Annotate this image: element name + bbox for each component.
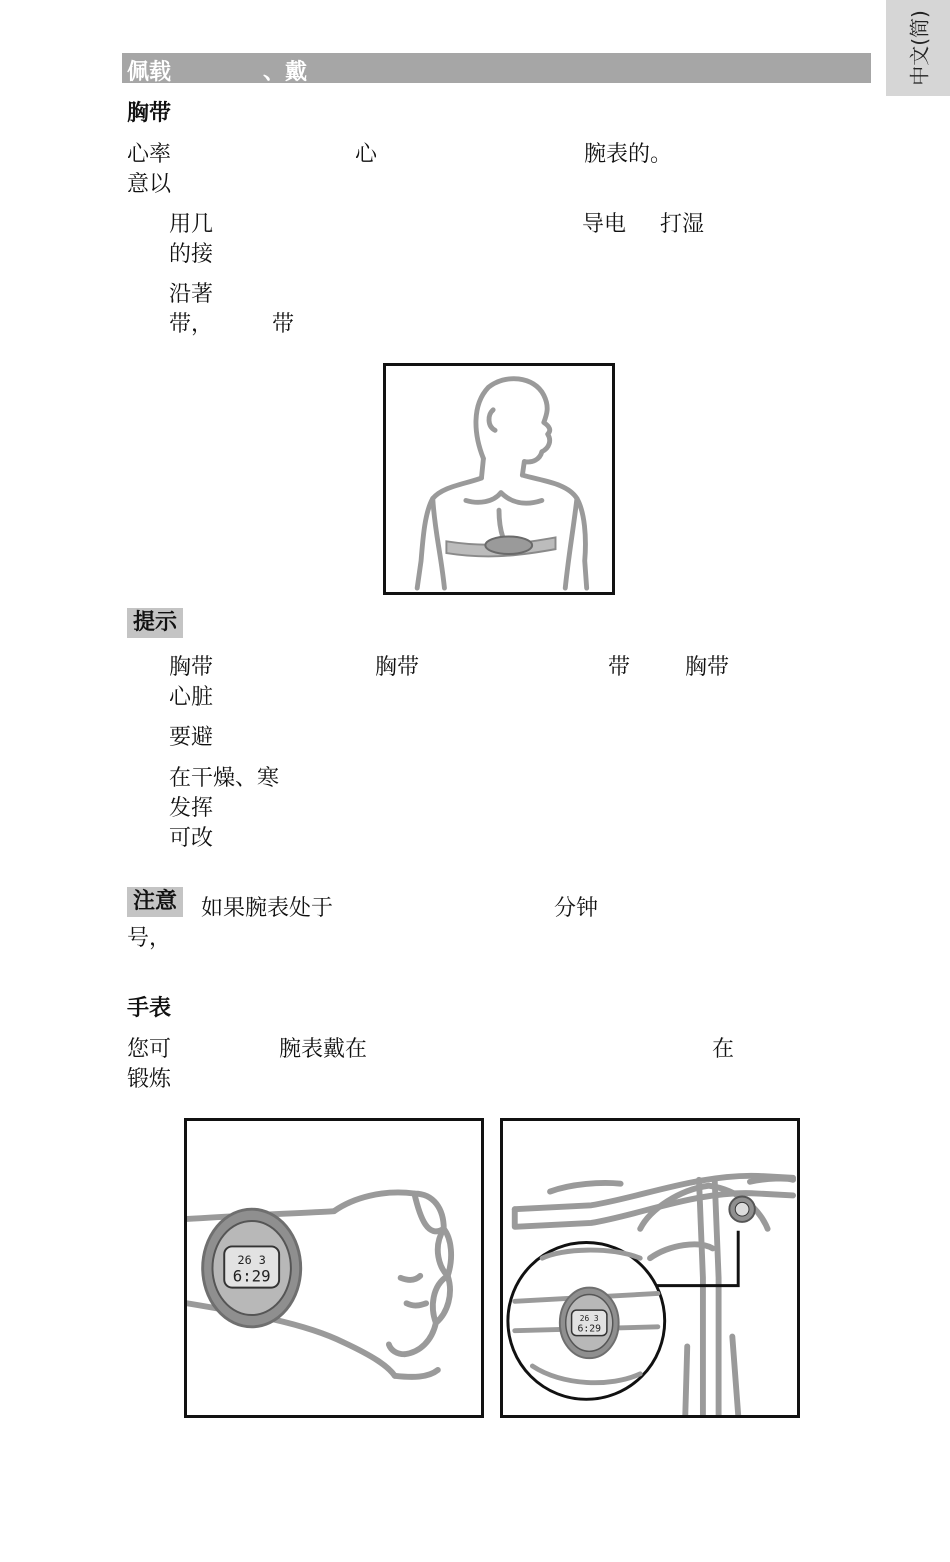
zoom-watch-display-bottom: 6:29 — [577, 1323, 602, 1335]
intro-text: 意以 — [127, 172, 172, 197]
tip-text: 胸带 — [375, 655, 420, 680]
zoom-watch-display-top: 26 3 — [579, 1313, 599, 1323]
watch-text: 在 — [712, 1037, 735, 1062]
note-text: 如果腕表处于 — [201, 896, 334, 921]
tip-text: 在干燥、寒 — [169, 766, 280, 791]
intro-text: 腕表的。 — [584, 142, 673, 167]
watch-display-top: 26 3 — [237, 1253, 266, 1268]
note-label: 注意 — [127, 887, 183, 917]
man-with-chest-strap-icon — [386, 366, 612, 592]
tip-text: 心脏 — [169, 685, 214, 710]
watch-display-bottom: 6:29 — [232, 1266, 271, 1286]
section-title-a: 佩载 — [127, 60, 172, 85]
wrist-watch-icon — [187, 1121, 481, 1415]
watch-text: 锻炼 — [127, 1067, 172, 1092]
chest-strap-figure — [383, 363, 615, 595]
section-title-b: 、戴 — [263, 60, 308, 85]
tip-text: 可改 — [169, 826, 214, 851]
section-header-bar — [122, 53, 871, 83]
intro-text: 心率 — [127, 142, 172, 167]
step-text: 用几 — [169, 212, 214, 237]
tip-text: 胸带 — [685, 655, 730, 680]
step-text: 带 — [272, 312, 295, 337]
watch-text: 腕表戴在 — [279, 1037, 368, 1062]
wrist-watch-figure — [184, 1118, 484, 1418]
tips-label: 提示 — [127, 608, 183, 638]
bike-handlebar-watch-icon — [503, 1121, 797, 1415]
note-text: 号， — [127, 926, 172, 951]
tip-text: 胸带 — [169, 655, 214, 680]
note-text: 分钟 — [554, 896, 599, 921]
tip-text: 发挥 — [169, 796, 214, 821]
tip-text: 带 — [608, 655, 631, 680]
step-text: 带， — [169, 312, 214, 337]
tip-text: 要避 — [169, 725, 214, 750]
step-text: 的接 — [169, 242, 214, 267]
step-text: 导电 — [582, 212, 627, 237]
step-text: 打湿 — [660, 212, 705, 237]
watch-heading: 手表 — [127, 996, 172, 1021]
language-tab-label: 中文(简) — [907, 10, 932, 86]
intro-text: 心 — [355, 142, 378, 167]
watch-text: 您可 — [127, 1037, 172, 1062]
bike-mount-figure — [500, 1118, 800, 1418]
step-text: 沿著 — [169, 282, 214, 307]
chest-strap-heading: 胸带 — [127, 101, 172, 126]
